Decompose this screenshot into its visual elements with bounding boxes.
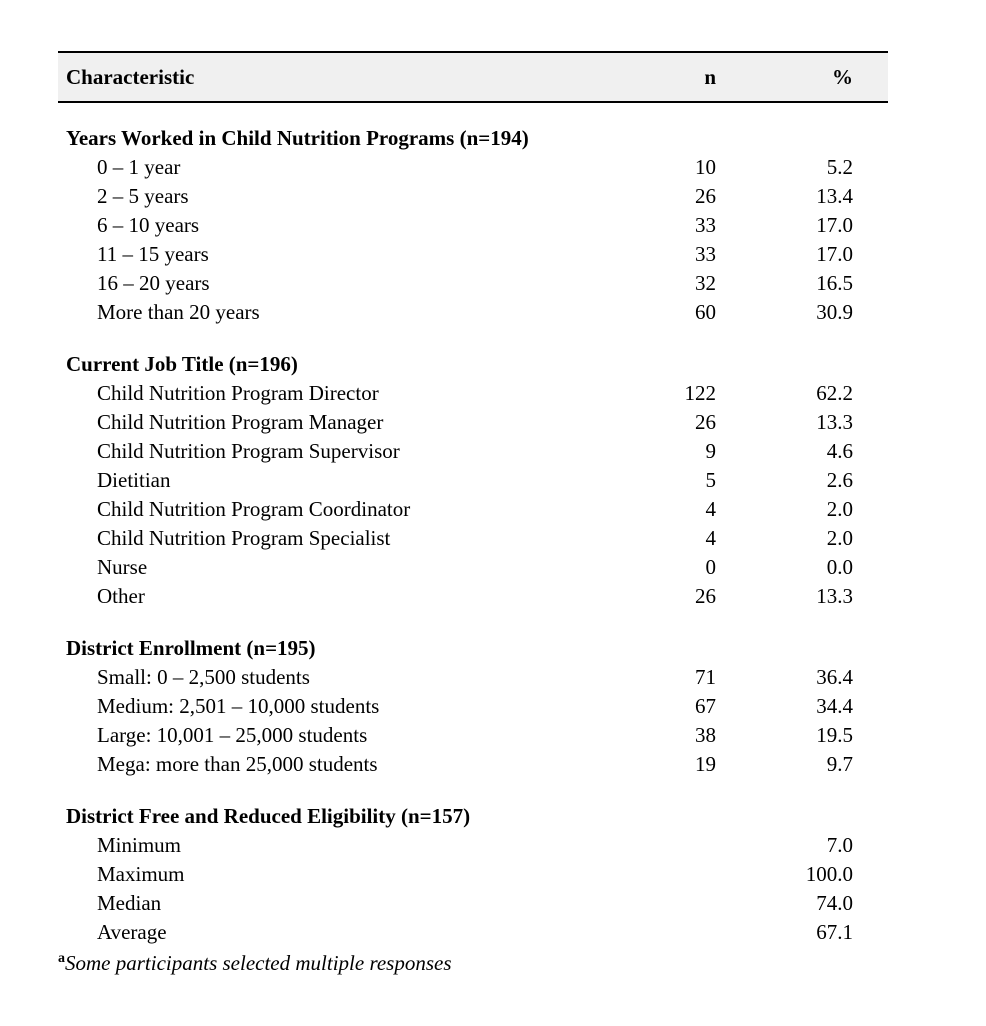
column-header-characteristic: Characteristic	[66, 64, 195, 89]
row-label: Medium: 2,501 – 10,000 students	[97, 694, 380, 718]
row-label: Child Nutrition Program Coordinator	[97, 497, 411, 521]
table-row	[58, 466, 888, 495]
row-count: 38	[695, 723, 716, 747]
row-count: 60	[695, 300, 716, 324]
table-row	[58, 692, 888, 721]
row-label: Child Nutrition Program Specialist	[97, 526, 391, 550]
table-section	[58, 124, 888, 327]
row-count: 33	[695, 213, 716, 237]
row-percent: 17.0	[816, 213, 853, 237]
row-label: More than 20 years	[97, 300, 260, 324]
row-count: 9	[705, 439, 716, 463]
table-row	[58, 663, 888, 692]
table-row	[58, 153, 888, 182]
row-percent: 7.0	[826, 833, 853, 857]
row-count: 71	[695, 665, 716, 689]
table-body	[58, 124, 888, 947]
row-label: Minimum	[97, 833, 182, 857]
row-percent: 67.1	[816, 920, 853, 944]
row-count: 67	[695, 694, 716, 718]
row-count: 26	[695, 410, 716, 434]
row-count: 4	[705, 497, 716, 521]
row-count: 4	[705, 526, 716, 550]
table-row	[58, 211, 888, 240]
row-label: Child Nutrition Program Director	[97, 381, 379, 405]
row-label: Small: 0 – 2,500 students	[97, 665, 310, 689]
row-percent: 13.3	[816, 410, 853, 434]
section-title: Current Job Title (n=196)	[66, 352, 298, 376]
row-label: 6 – 10 years	[97, 213, 200, 237]
section-title: Years Worked in Child Nutrition Programs (n=194)	[66, 126, 529, 150]
table-row	[58, 495, 888, 524]
row-label: 2 – 5 years	[97, 184, 189, 208]
column-header-n: n	[704, 64, 716, 89]
section-title: District Free and Reduced Eligibility (n=157)	[66, 804, 471, 828]
row-percent: 100.0	[805, 862, 853, 886]
row-label: Nurse	[97, 555, 148, 579]
row-label: 11 – 15 years	[97, 242, 209, 266]
row-percent: 16.5	[816, 271, 853, 295]
table-row	[58, 582, 888, 611]
row-percent: 13.4	[816, 184, 853, 208]
table-section	[58, 634, 888, 779]
row-percent: 5.2	[826, 155, 853, 179]
row-count: 32	[695, 271, 716, 295]
row-percent: 0.0	[826, 555, 853, 579]
row-label: Maximum	[97, 862, 185, 886]
table-section	[58, 350, 888, 611]
row-label: Child Nutrition Program Supervisor	[97, 439, 400, 463]
row-count: 0	[705, 555, 716, 579]
column-header-percent: %	[832, 64, 853, 89]
table-header-row	[58, 51, 888, 103]
row-percent: 2.6	[826, 468, 853, 492]
row-percent: 36.4	[816, 665, 853, 689]
table-row	[58, 918, 888, 947]
table-row	[58, 553, 888, 582]
row-percent: 17.0	[816, 242, 853, 266]
row-count: 33	[695, 242, 716, 266]
table-row	[58, 269, 888, 298]
row-count: 19	[695, 752, 716, 776]
table-row	[58, 860, 888, 889]
row-percent: 74.0	[816, 891, 853, 915]
table-row	[58, 437, 888, 466]
row-percent: 2.0	[826, 497, 853, 521]
row-label: Average	[97, 920, 167, 944]
row-percent: 13.3	[816, 584, 853, 608]
table-row	[58, 240, 888, 269]
table-row	[58, 889, 888, 918]
row-percent: 62.2	[816, 381, 853, 405]
section-title: District Enrollment (n=195)	[66, 636, 316, 660]
table-row	[58, 524, 888, 553]
row-percent: 2.0	[826, 526, 853, 550]
table-row	[58, 831, 888, 860]
row-label: Median	[97, 891, 162, 915]
row-percent: 9.7	[826, 752, 853, 776]
table-row	[58, 721, 888, 750]
row-label: Other	[97, 584, 145, 608]
row-count: 26	[695, 584, 716, 608]
row-percent: 34.4	[816, 694, 853, 718]
table-footnote	[58, 950, 452, 976]
row-label: Child Nutrition Program Manager	[97, 410, 384, 434]
row-percent: 30.9	[816, 300, 853, 324]
row-count: 122	[684, 381, 716, 405]
table-row	[58, 750, 888, 779]
row-count: 5	[705, 468, 716, 492]
row-count: 10	[695, 155, 716, 179]
footnote-marker: a	[58, 951, 65, 966]
table-row	[58, 298, 888, 327]
row-label: Mega: more than 25,000 students	[97, 752, 378, 776]
row-count: 26	[695, 184, 716, 208]
table-row	[58, 182, 888, 211]
row-label: 0 – 1 year	[97, 155, 181, 179]
row-label: Dietitian	[97, 468, 171, 492]
row-label: Large: 10,001 – 25,000 students	[97, 723, 368, 747]
table-row	[58, 408, 888, 437]
footnote-text: Some participants selected multiple responses	[65, 951, 452, 975]
row-percent: 19.5	[816, 723, 853, 747]
table-row	[58, 379, 888, 408]
row-percent: 4.6	[826, 439, 853, 463]
row-label: 16 – 20 years	[97, 271, 210, 295]
table-section	[58, 802, 888, 947]
